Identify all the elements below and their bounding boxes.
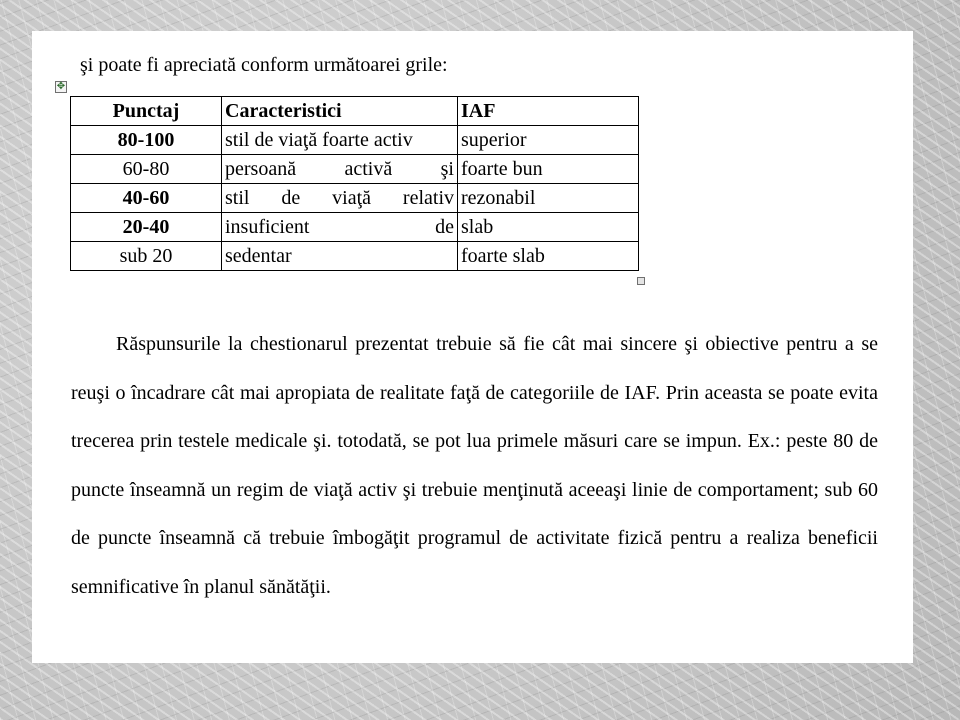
table-move-handle-icon[interactable]: ✥ <box>56 81 66 92</box>
score-cell: 40-60 <box>71 184 222 213</box>
table-row <box>71 213 639 242</box>
characteristic-cell: stil de viaţă foarte activ <box>222 126 458 155</box>
intro-text: şi poate fi apreciată conform următoarei grile: <box>80 54 448 76</box>
table-row <box>71 126 639 155</box>
table-header-row <box>71 97 639 126</box>
score-cell: 80-100 <box>71 126 222 155</box>
table-resize-handle[interactable] <box>637 277 645 285</box>
header-iaf: IAF <box>458 97 639 126</box>
document-page <box>32 31 913 663</box>
characteristic-cell: stil de viaţă relativ <box>222 184 458 213</box>
iaf-cell: slab <box>458 213 639 242</box>
body-paragraph: Răspunsurile la chestionarul prezentat trebuie să fie cât mai sincere şi obiective pentru a se reuşi o încadrare cât mai apropiata de realitate faţă de categoriile de IAF. Prin aceasta se poate evita trecerea prin testele medicale şi. totodată, se pot lua primele măsuri care se impun. Ex.: peste 80 de puncte înseamnă un regim de viaţă activ şi trebuie menţinută aceeaşi linie de comportament; sub 60 de puncte înseamnă că trebuie îmbogăţit programul de activitate fizică pentru a realiza beneficii semnificative în planul sănătăţii. <box>71 333 878 598</box>
iaf-cell: rezonabil <box>458 184 639 213</box>
iaf-cell: superior <box>458 126 639 155</box>
characteristic-cell: sedentar <box>222 242 458 271</box>
score-cell: sub 20 <box>71 242 222 271</box>
characteristic-cell: persoană activă şi <box>222 155 458 184</box>
score-table <box>70 96 639 271</box>
score-cell: 20-40 <box>71 213 222 242</box>
table-row <box>71 184 639 213</box>
iaf-cell: foarte slab <box>458 242 639 271</box>
table-row <box>71 242 639 271</box>
characteristic-cell: insuficient de <box>222 213 458 242</box>
score-cell: 60-80 <box>71 155 222 184</box>
header-punctaj: Punctaj <box>71 97 222 126</box>
iaf-cell: foarte bun <box>458 155 639 184</box>
header-caracteristici: Caracteristici <box>222 97 458 126</box>
table-row <box>71 155 639 184</box>
